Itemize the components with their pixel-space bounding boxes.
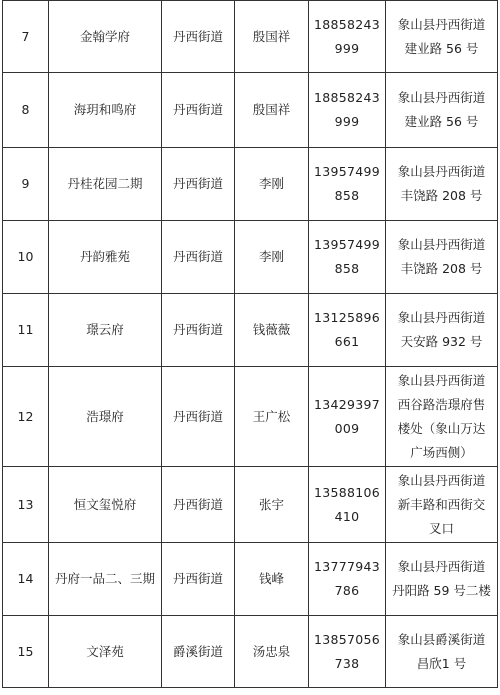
contact-person: 殷国祥 [235, 73, 309, 148]
street-name: 丹西街道 [162, 543, 235, 616]
row-number: 13 [3, 467, 49, 543]
contact-phone: 13429397009 [309, 367, 386, 467]
project-contact-table [2, 0, 498, 688]
contact-address: 象山县爵溪街道昌欣1 号 [386, 616, 498, 688]
contact-address: 象山县丹西街道西谷路浩璟府售楼处（象山万达广场西侧） [386, 367, 498, 467]
contact-address: 象山县丹西街道丰饶路 208 号 [386, 221, 498, 294]
row-number: 10 [3, 221, 49, 294]
street-name: 爵溪街道 [162, 616, 235, 688]
contact-person: 钱峰 [235, 543, 309, 616]
contact-address: 象山县丹西街道丹阳路 59 号二楼 [386, 543, 498, 616]
street-name: 丹西街道 [162, 367, 235, 467]
contact-person: 王广松 [235, 367, 309, 467]
table-row [3, 73, 498, 148]
contact-person: 李刚 [235, 221, 309, 294]
contact-address: 象山县丹西街道建业路 56 号 [386, 1, 498, 73]
contact-address: 象山县丹西街道丰饶路 208 号 [386, 148, 498, 221]
contact-address: 象山县丹西街道新丰路和西街交叉口 [386, 467, 498, 543]
table-row [3, 467, 498, 543]
contact-phone: 13857056738 [309, 616, 386, 688]
table-row [3, 616, 498, 688]
contact-person: 殷国祥 [235, 1, 309, 73]
contact-person: 张宇 [235, 467, 309, 543]
street-name: 丹西街道 [162, 73, 235, 148]
contact-person: 李刚 [235, 148, 309, 221]
row-number: 7 [3, 1, 49, 73]
project-name: 丹桂花园二期 [49, 148, 162, 221]
project-name: 浩璟府 [49, 367, 162, 467]
row-number: 9 [3, 148, 49, 221]
table-row [3, 148, 498, 221]
contact-phone: 13957499858 [309, 221, 386, 294]
contact-person: 汤忠泉 [235, 616, 309, 688]
contact-phone: 13957499858 [309, 148, 386, 221]
contact-phone: 18858243999 [309, 73, 386, 148]
row-number: 12 [3, 367, 49, 467]
street-name: 丹西街道 [162, 1, 235, 73]
project-name: 金翰学府 [49, 1, 162, 73]
contact-phone: 18858243999 [309, 1, 386, 73]
project-name: 丹韵雅苑 [49, 221, 162, 294]
row-number: 14 [3, 543, 49, 616]
street-name: 丹西街道 [162, 294, 235, 367]
table-row [3, 1, 498, 73]
project-name: 文泽苑 [49, 616, 162, 688]
project-name: 恒文玺悦府 [49, 467, 162, 543]
contact-person: 钱薇薇 [235, 294, 309, 367]
street-name: 丹西街道 [162, 148, 235, 221]
contact-address: 象山县丹西街道建业路 56 号 [386, 73, 498, 148]
project-name: 丹府一品二、三期 [49, 543, 162, 616]
row-number: 8 [3, 73, 49, 148]
contact-phone: 13588106410 [309, 467, 386, 543]
contact-phone: 13777943786 [309, 543, 386, 616]
row-number: 11 [3, 294, 49, 367]
table-row [3, 543, 498, 616]
street-name: 丹西街道 [162, 221, 235, 294]
contact-phone: 13125896661 [309, 294, 386, 367]
project-name: 璟云府 [49, 294, 162, 367]
project-name: 海玥和鸣府 [49, 73, 162, 148]
table-row [3, 294, 498, 367]
street-name: 丹西街道 [162, 467, 235, 543]
table-row [3, 221, 498, 294]
row-number: 15 [3, 616, 49, 688]
table-row [3, 367, 498, 467]
contact-address: 象山县丹西街道天安路 932 号 [386, 294, 498, 367]
